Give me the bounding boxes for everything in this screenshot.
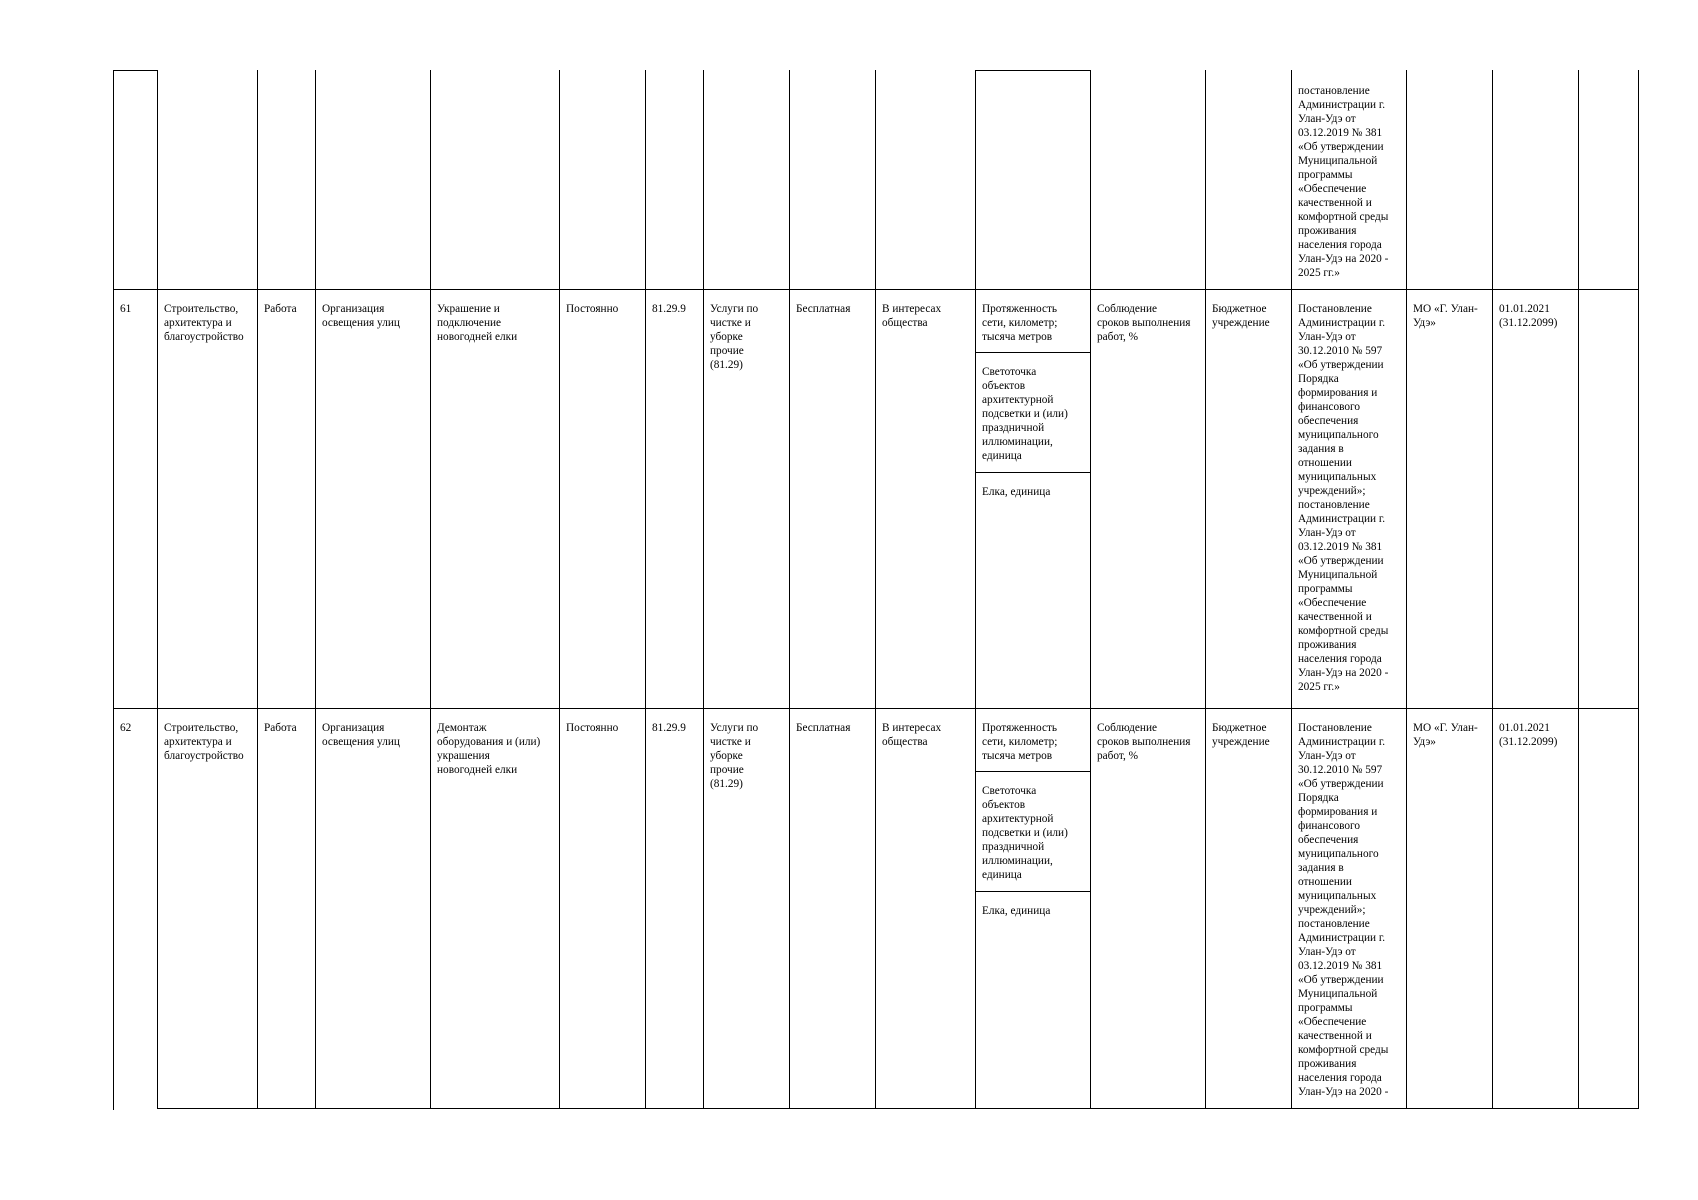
dates-cell: 01.01.2021 (31.12.2099) (1499, 303, 1558, 329)
volume-indicator-cell: Елка, единица (982, 905, 1051, 917)
grid-line (975, 891, 1091, 892)
grid-line (430, 70, 431, 1109)
periodicity-cell: Постоянно (566, 722, 619, 734)
grid-line (1406, 70, 1407, 1109)
volume-indicator-cell: Елка, единица (982, 486, 1051, 498)
grid-line (875, 70, 876, 1109)
grid-line (1578, 70, 1579, 1109)
okved-cell: 81.29.9 (652, 303, 686, 315)
owner-cell: МО «Г. Улан- Удэ» (1413, 722, 1478, 748)
grid-line (975, 352, 1091, 353)
kind-cell: Работа (264, 303, 297, 315)
grid-line (1638, 70, 1639, 1109)
kind-cell: Работа (264, 722, 297, 734)
grid-line (1090, 70, 1091, 1109)
quality-indicator-cell: Соблюдение сроков выполнения работ, % (1097, 303, 1191, 343)
okpd-cell: Услуги по чистке и уборке прочие (81.29) (710, 303, 759, 371)
grid-line (975, 472, 1091, 473)
grid-line (113, 708, 1639, 709)
dates-cell: 01.01.2021 (31.12.2099) (1499, 722, 1558, 748)
okved-cell: 81.29.9 (652, 722, 686, 734)
grid-line (113, 289, 1639, 290)
grid-line (703, 70, 704, 1109)
owner-cell: МО «Г. Улан- Удэ» (1413, 303, 1478, 329)
payment-cell: Бесплатная (796, 722, 851, 734)
sphere-cell: Строительство, архитектура и благоустройство (164, 303, 244, 343)
grid-line (975, 70, 976, 1109)
grid-line (315, 70, 316, 1109)
normative-act-cell: Постановление Администрации г. Улан-Удэ от 30.12.2010 № 597 «Об утверждении Порядка формирования и финансового обеспечения муниципального задания в отношении муниципальных учреждений»; постановление Администрации г. Улан-Удэ от 03.12.2019 № 381 «Об утверждении Муниципальной программы «Обеспечение качественной и комфортной среды проживания населения города Улан-Удэ на 2020 - (1298, 722, 1389, 1098)
grid-line (975, 70, 1091, 71)
volume-indicator-cell: Протяженность сети, километр; тысяча метров (982, 303, 1058, 343)
service-name-cell: Организация освещения улиц (322, 722, 400, 748)
volume-indicator-cell: Светоточка объектов архитектурной подсветки и (или) праздничной иллюминации, единица (982, 785, 1068, 881)
consumers-cell: В интересах общества (882, 303, 942, 329)
periodicity-cell: Постоянно (566, 303, 619, 315)
grid-line (113, 70, 114, 1110)
grid-line (975, 771, 1091, 772)
normative-act-cell: постановление Администрации г. Улан-Удэ от 03.12.2019 № 381 «Об утверждении Муниципальной программы «Обеспечение качественной и комфортной среды проживания населения города Улан-Удэ на 2020 - 2025 гг.» (1298, 85, 1389, 279)
content-cell: Украшение и подключение новогодней елки (437, 303, 518, 343)
volume-indicator-cell: Светоточка объектов архитектурной подсветки и (или) праздничной иллюминации, единица (982, 366, 1068, 462)
grid-line (113, 70, 158, 71)
grid-line (789, 70, 790, 1109)
payment-cell: Бесплатная (796, 303, 851, 315)
normative-act-cell: Постановление Администрации г. Улан-Удэ от 30.12.2010 № 597 «Об утверждении Порядка формирования и финансового обеспечения муниципального задания в отношении муниципальных учреждений»; постановление Администрации г. Улан-Удэ от 03.12.2019 № 381 «Об утверждении Муниципальной программы «Обеспечение качественной и комфортной среды проживания населения города Улан-Удэ на 2020 - 2025 гг.» (1298, 303, 1389, 693)
grid-line (1205, 70, 1206, 1109)
grid-line (559, 70, 560, 1109)
sphere-cell: Строительство, архитектура и благоустройство (164, 722, 244, 762)
grid-line (157, 70, 158, 1109)
grid-line (1291, 70, 1292, 1109)
service-name-cell: Организация освещения улиц (322, 303, 400, 329)
institution-type-cell: Бюджетное учреждение (1212, 303, 1270, 329)
grid-line (157, 1108, 1639, 1109)
consumers-cell: В интересах общества (882, 722, 942, 748)
volume-indicator-cell: Протяженность сети, километр; тысяча метров (982, 722, 1058, 762)
quality-indicator-cell: Соблюдение сроков выполнения работ, % (1097, 722, 1191, 762)
grid-line (257, 70, 258, 1109)
institution-type-cell: Бюджетное учреждение (1212, 722, 1270, 748)
grid-line (645, 70, 646, 1109)
grid-line (1492, 70, 1493, 1109)
content-cell: Демонтаж оборудования и (или) украшения новогодней елки (437, 722, 541, 776)
row-number-cell: 62 (120, 722, 132, 734)
okpd-cell: Услуги по чистке и уборке прочие (81.29) (710, 722, 759, 790)
row-number-cell: 61 (120, 303, 132, 315)
